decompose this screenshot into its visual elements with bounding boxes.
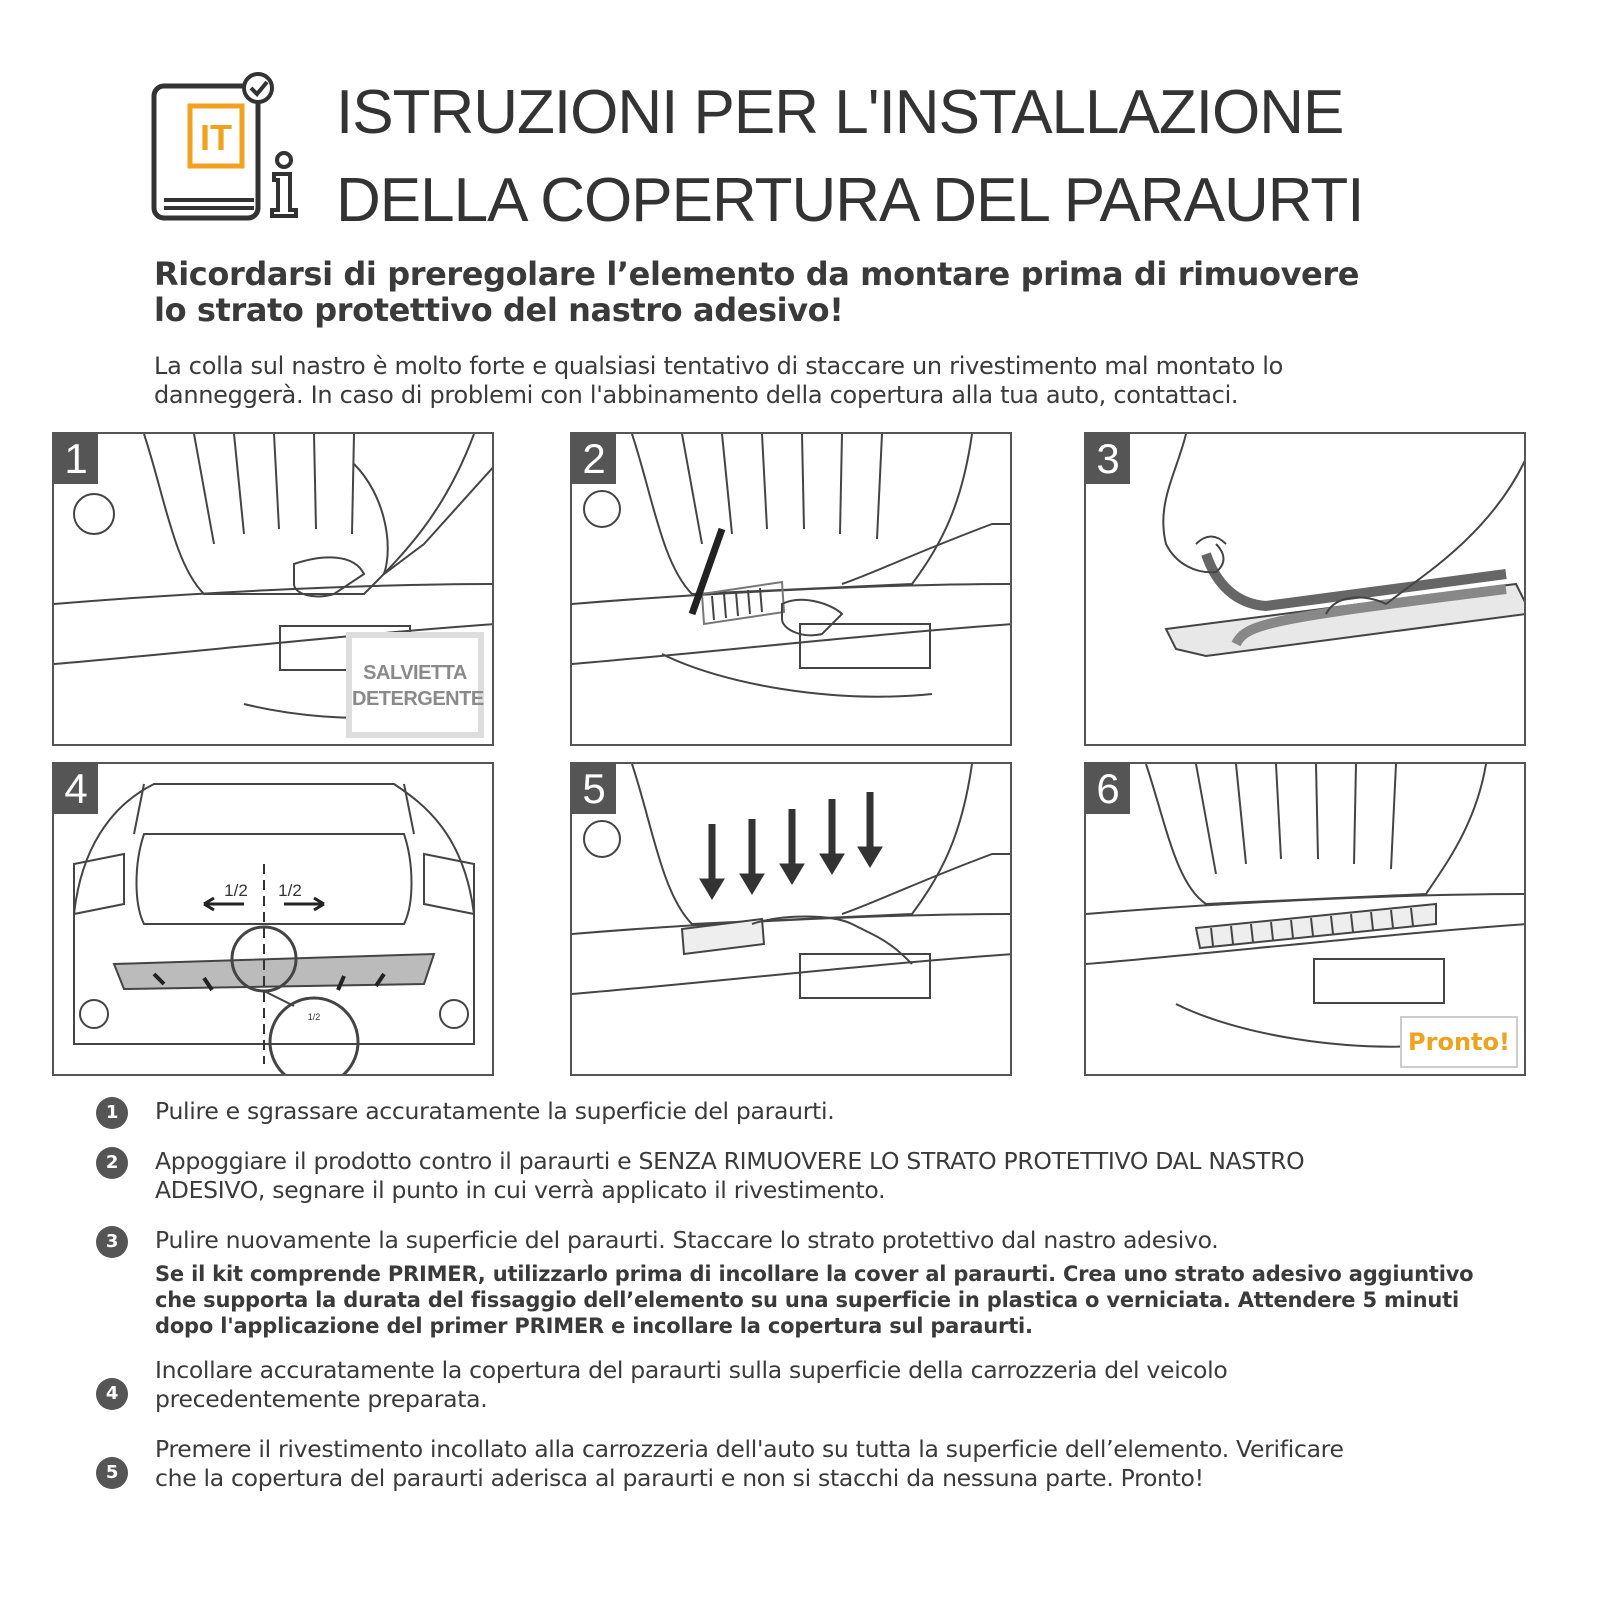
- panel-4-number: 4: [54, 764, 98, 814]
- panel-6-done: [1084, 762, 1526, 1076]
- step-5-bullet: 5: [96, 1457, 128, 1489]
- step-1-bullet: 1: [96, 1097, 128, 1129]
- step-1-line1: Pulire e sgrassare accuratamente la superficie del paraurti.: [155, 1097, 835, 1125]
- step-4-bullet: 4: [96, 1378, 128, 1410]
- panel-4-center-align: [52, 762, 494, 1076]
- cleaning-wipe-label: [346, 632, 484, 738]
- logo-lang-code: IT: [200, 117, 232, 158]
- car-rear-mark-illustration: [572, 434, 1012, 746]
- cleaning-wipe-label-line1: SALVIETTA: [363, 662, 467, 684]
- intro-text: [154, 352, 1283, 410]
- panel-3-number: 3: [1086, 434, 1130, 484]
- page-title-line1: ISTRUZIONI PER L'INSTALLAZIONE: [336, 78, 1344, 147]
- step-2-line2: ADESIVO, segnare il punto in cui verrà applicato il rivestimento.: [155, 1176, 886, 1204]
- step-4-line2: precedentemente preparata.: [155, 1385, 488, 1413]
- panel-5-number: 5: [572, 764, 616, 814]
- half-left-label: 1/2: [224, 881, 248, 900]
- car-rear-press-illustration: [572, 764, 1012, 1076]
- car-rear-center-illustration: [54, 764, 494, 1076]
- panel-5-press-cover: [570, 762, 1012, 1076]
- warning-text: [154, 256, 1359, 328]
- book-info-logo-icon: [150, 70, 310, 230]
- panel-1-number: 1: [54, 434, 98, 484]
- panel-3-peel-tape: [1084, 432, 1526, 746]
- warning-line2: lo strato protettivo del nastro adesivo!: [154, 291, 844, 329]
- half-right-label: 1/2: [278, 881, 302, 900]
- intro-line2: danneggerà. In caso di problemi con l'abbinamento della copertura alla tua auto, contattaci.: [154, 381, 1239, 409]
- peel-protective-layer-illustration: [1086, 434, 1526, 746]
- step-3-line1: Pulire nuovamente la superficie del paraurti. Staccare lo strato protettivo dal nastro adesivo.: [155, 1226, 1219, 1254]
- step-3-bold-line3: dopo l'applicazione del primer PRIMER e incollare la copertura sul paraurti.: [155, 1314, 1033, 1338]
- step-3-bold-line2: che supporta la durata del fissaggio dell’elemento su una superficie in plastica o verniciata. Attendere 5 minuti: [155, 1288, 1459, 1312]
- panel-6-number: 6: [1086, 764, 1130, 814]
- step-3-bold-line1: Se il kit comprende PRIMER, utilizzarlo prima di incollare la cover al paraurti. Crea uno strato adesivo aggiuntivo: [155, 1262, 1474, 1286]
- panel-2-mark-position: [570, 432, 1012, 746]
- page-title-line2: DELLA COPERTURA DEL PARAURTI: [336, 166, 1364, 235]
- step-2-line1: Appoggiare il prodotto contro il paraurti e SENZA RIMUOVERE LO STRATO PROTETTIVO DAL NASTRO: [155, 1147, 1305, 1175]
- step-5-line2: che la copertura del paraurti aderisca al paraurti e non si stacchi da nessuna parte. Pronto!: [155, 1464, 1204, 1492]
- step-5-line1: Premere il rivestimento incollato alla carrozzeria dell'auto su tutta la superficie dell’elemento. Verificare: [155, 1435, 1344, 1463]
- zoom-half-label: 1/2: [307, 1012, 321, 1022]
- warning-line1: Ricordarsi di preregolare l’elemento da montare prima di rimuovere: [154, 255, 1360, 293]
- cleaning-wipe-label-line2: DETERGENTE: [352, 688, 484, 710]
- done-label: Pronto!: [1400, 1016, 1518, 1068]
- step-3-bullet: 3: [96, 1226, 128, 1258]
- panel-2-number: 2: [572, 434, 616, 484]
- intro-line1: La colla sul nastro è molto forte e qualsiasi tentativo di staccare un rivestimento mal montato lo: [154, 352, 1284, 380]
- step-2-bullet: 2: [96, 1147, 128, 1179]
- panel-1-clean-bumper: [52, 432, 494, 746]
- step-4-line1: Incollare accuratamente la copertura del paraurti sulla superficie della carrozzeria del veicolo: [155, 1356, 1228, 1384]
